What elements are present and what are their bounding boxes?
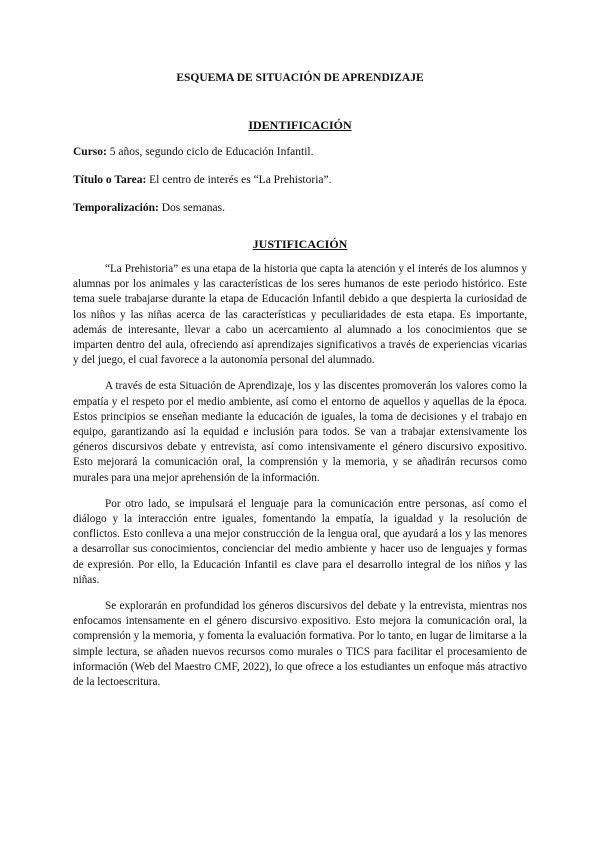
titulo-value: El centro de interés es “La Prehistoria”. xyxy=(146,174,332,186)
temporalizacion-value: Dos semanas. xyxy=(158,202,225,214)
temporalizacion-label: Temporalización: xyxy=(73,202,159,214)
curso-label: Curso: xyxy=(73,146,107,158)
titulo-field xyxy=(73,173,527,187)
justificacion-paragraph-2: A través de esta Situación de Aprendizaje, los y las discentes promoverán los valores como la empatía y el respeto por el medio ambiente, así como el entorno de aquellos y aquellas de la época. Estos principios se enseñan mediante la educación de iguales, la toma de decisiones y el trabajo en equipo, garantizando así la equidad e inclusión para todos. Se van a trabajar extensivamente los géneros discursivos debate y entrevista, así como intensivamente el género discursivo expositivo. Esto mejorará la comunicación oral, la comprensión y la memoria, y se añadirán recursos como murales para una mejor aprehensión de la información. xyxy=(73,380,527,484)
temporalizacion-field xyxy=(73,201,527,215)
curso-value: 5 años, segundo ciclo de Educación Infantil. xyxy=(106,146,314,158)
justificacion-paragraph-3: Por otro lado, se impulsará el lenguaje para la comunicación entre personas, así como el diálogo y la interacción entre iguales, fomentando la empatía, la igualdad y la resolución de conflictos. Esto conlleva a una mejor construcción de la lengua oral, que ayudará a los y las menores a desarrollar sus conocimientos, concienciar del medio ambiente y hacer uso de lenguajes y formas de expresión. Por ello, la Educación Infantil es clave para el desarrollo integral de los niños y las niñas. xyxy=(73,497,527,586)
curso-field xyxy=(73,145,527,159)
titulo-label: Título o Tarea: xyxy=(73,174,147,186)
document-page xyxy=(73,72,527,701)
justificacion-heading: JUSTIFICACIÓN xyxy=(252,237,348,251)
justificacion-paragraph-1: “La Prehistoria” es una etapa de la historia que capta la atención y el interés de los alumnos y alumnas por los animales y las características de los seres humanos de este periodo histórico. Este tema suele trabajarse durante la etapa de Educación Infantil debido a que despierta la curiosidad de los niños y las niñas acerca de las características y peculiaridades de esta etapa. Es importante, además de interesante, llevar a cabo un acercamiento al alumnado a los conocimientos que se imparten dentro del aula, ofreciendo así aprendizajes significativos a través de experiencias vicarias y del juego, el cual favorece a la autonomía personal del alumnado. xyxy=(73,263,527,367)
identificacion-heading: IDENTIFICACIÓN xyxy=(248,118,352,132)
justificacion-paragraph-4: Se explorarán en profundidad los géneros discursivos del debate y la entrevista, mientras nos enfocamos intensamente en el género discursivo expositivo. Esto mejora la comunicación oral, la comprensión y la memoria, y fomenta la evaluación formativa. Por lo tanto, en lugar de limitarse a la simple lectura, se añaden nuevos recursos como murales o TICS para facilitar el procesamiento de información (Web del Maestro CMF, 2022), lo que ofrece a los estudiantes un enfoque más atractivo de la lectoescritura. xyxy=(73,600,527,689)
document-title: ESQUEMA DE SITUACIÓN DE APRENDIZAJE xyxy=(176,72,424,84)
